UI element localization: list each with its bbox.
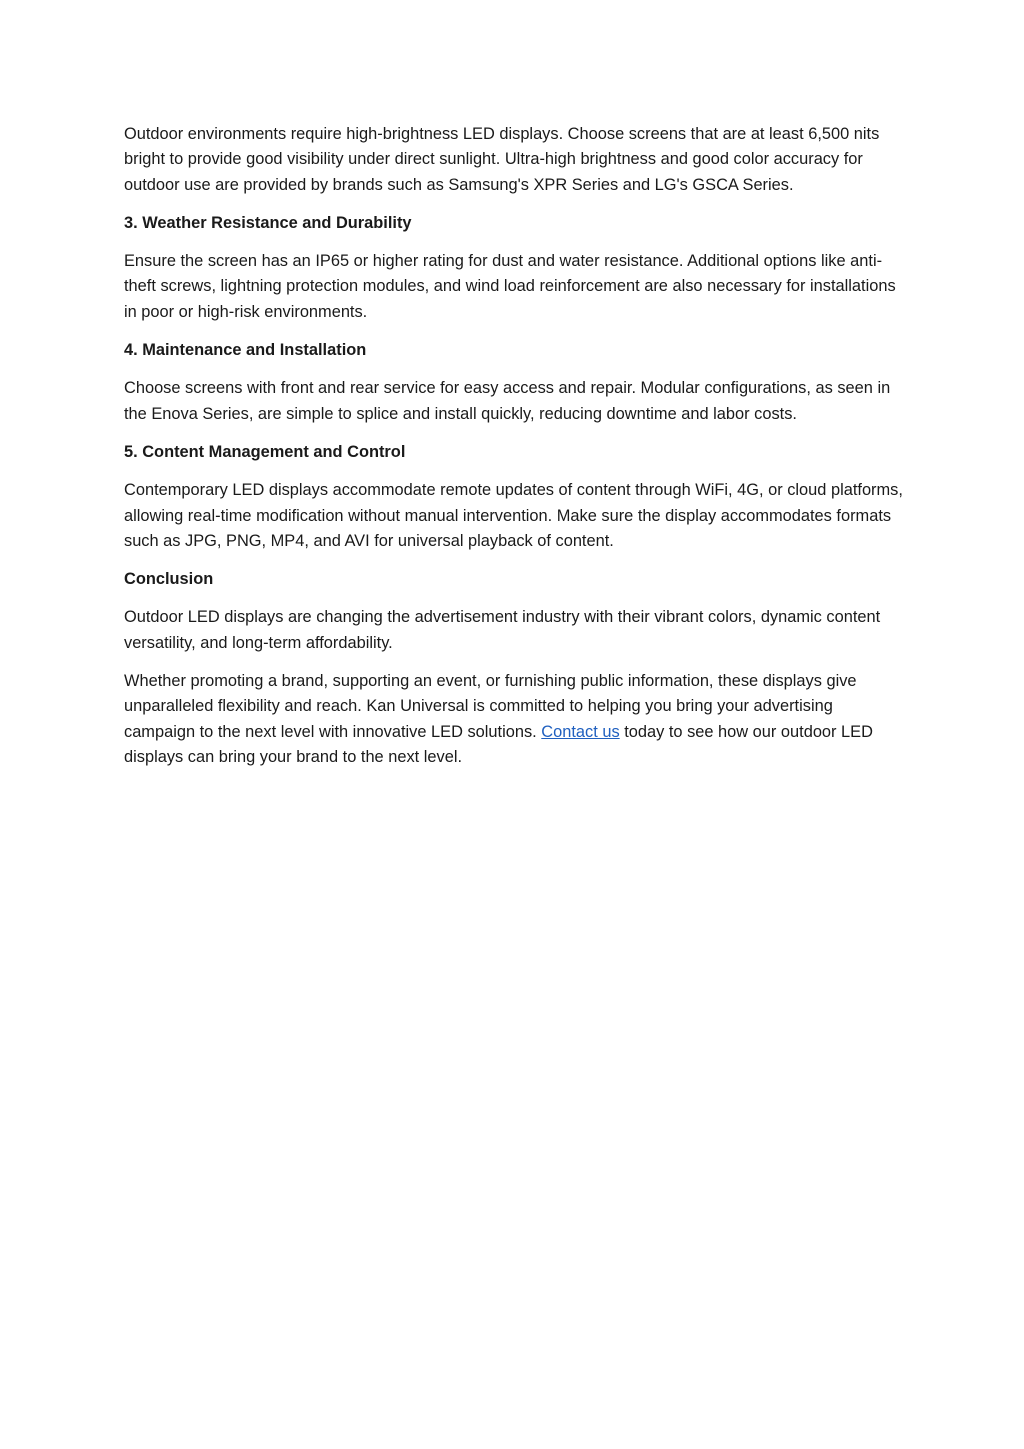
conclusion-paragraph-1: Outdoor LED displays are changing the advertisement industry with their vibrant colors, dynamic content versatility, and long-term affordability. xyxy=(124,608,881,652)
contact-us-link[interactable]: Contact us xyxy=(541,722,620,741)
document-page xyxy=(124,122,904,783)
section-heading-content-management: 5. Content Management and Control xyxy=(124,442,406,461)
conclusion-text-before-link: Whether promoting a brand, supporting an event, or furnishing public information, these displays give unparalleled flexibility and reach. Kan Universal is committed to helping you bring your advertising campaign to the next level with innovative LED solutions. xyxy=(124,672,857,741)
section-heading-maintenance: 4. Maintenance and Installation xyxy=(124,341,367,360)
section-heading-weather-resistance: 3. Weather Resistance and Durability xyxy=(124,213,412,232)
conclusion-heading: Conclusion xyxy=(124,570,214,589)
conclusion-text-after-link: today to see how our outdoor LED displays can bring your brand to the next level. xyxy=(124,722,873,766)
section-body-weather-resistance: Ensure the screen has an IP65 or higher rating for dust and water resistance. Additional options like anti-theft screws, lightning protection modules, and wind load reinforcement are also necessary for installations in poor or high-risk environments. xyxy=(124,252,896,321)
section-body-content-management: Contemporary LED displays accommodate remote updates of content through WiFi, 4G, or cloud platforms, allowing real-time modification without manual intervention. Make sure the display accommodates formats such as JPG, PNG, MP4, and AVI for universal playback of content. xyxy=(124,481,903,550)
section-body-maintenance: Choose screens with front and rear service for easy access and repair. Modular configurations, as seen in the Enova Series, are simple to splice and install quickly, reducing downtime and labor costs. xyxy=(124,379,891,423)
conclusion-paragraph-2 xyxy=(124,669,904,770)
intro-paragraph: Outdoor environments require high-brightness LED displays. Choose screens that are at least 6,500 nits bright to provide good visibility under direct sunlight. Ultra-high brightness and good color accuracy for outdoor use are provided by brands such as Samsung's XPR Series and LG's GSCA Series. xyxy=(124,125,880,194)
